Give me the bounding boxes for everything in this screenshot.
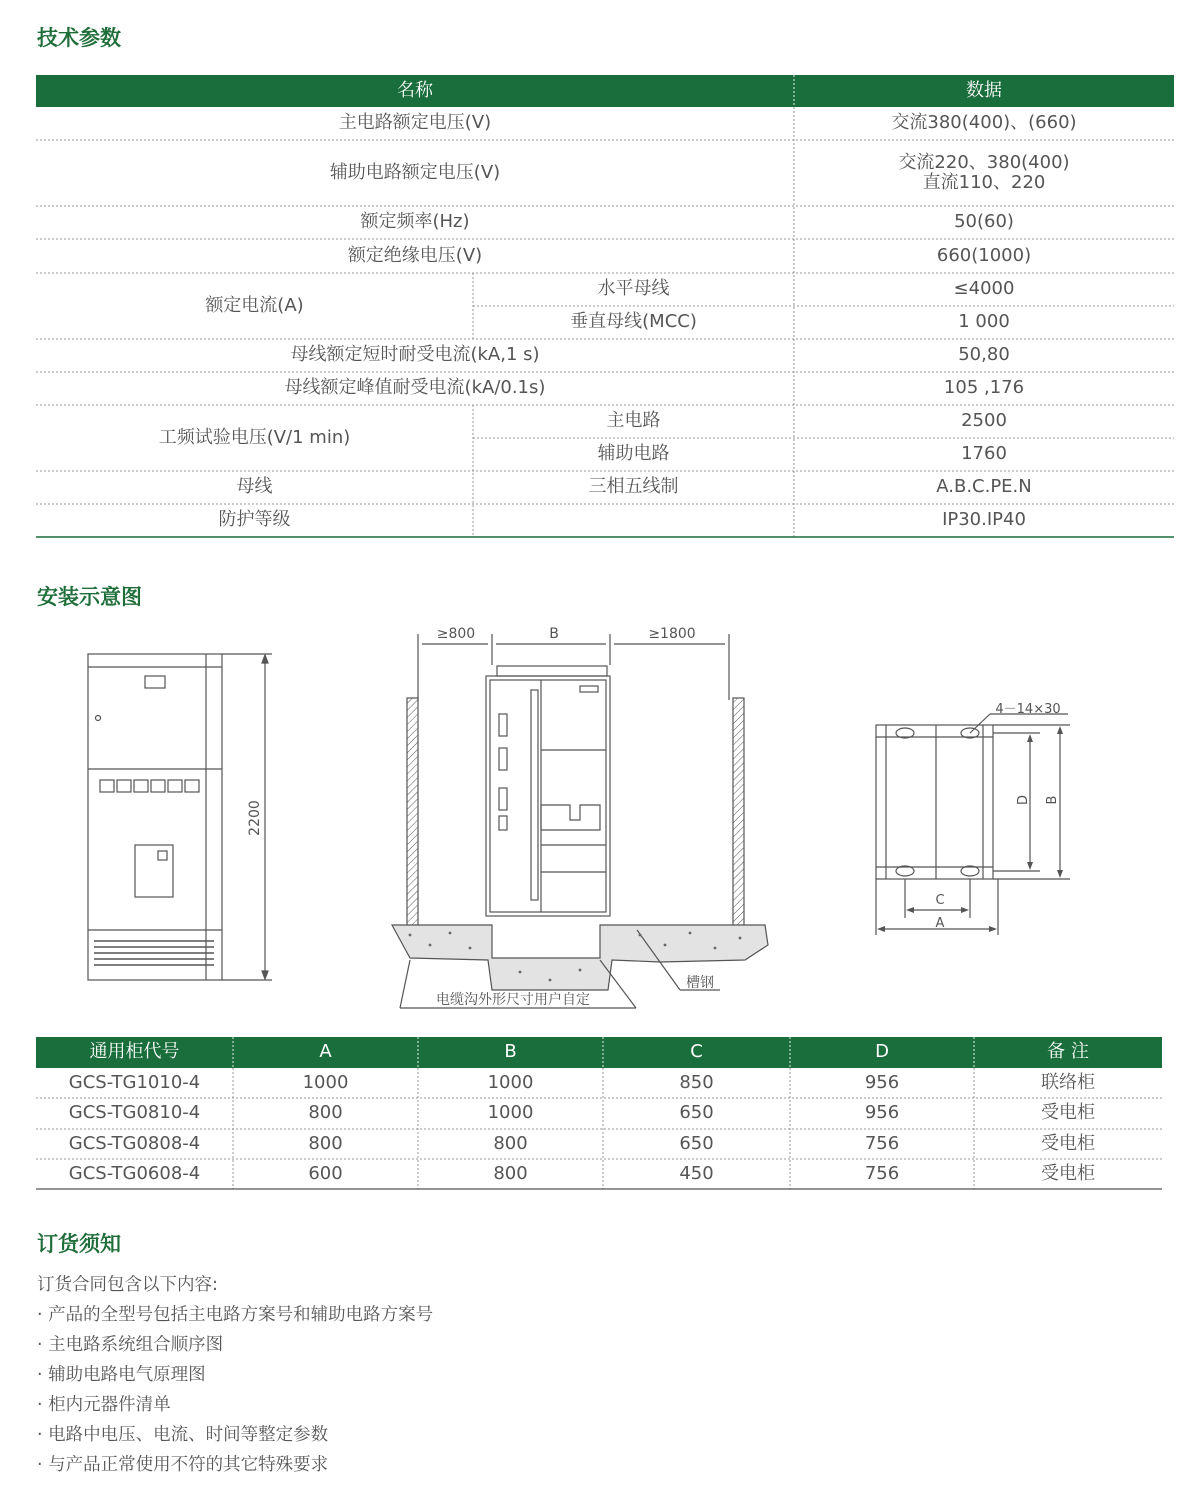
cabinet-cell-b: 800 xyxy=(493,1132,528,1154)
cabinet-cell-c: 450 xyxy=(679,1162,714,1184)
installation-drawing xyxy=(0,615,1200,1020)
cabinet-cell-d: 756 xyxy=(864,1132,900,1154)
cabinet-cell-b: 1000 xyxy=(487,1071,534,1093)
cabinet-cell-c: 650 xyxy=(679,1102,714,1124)
spec-name-power-freq: 工频试验电压(V/1 min) xyxy=(158,426,351,448)
spec-table xyxy=(36,75,1174,538)
spec-value-aux-voltage-ac: 交流220、380(400) xyxy=(898,151,1070,173)
cabinet-cell-a: 800 xyxy=(308,1102,343,1124)
spec-name-aux-voltage: 辅助电路额定电压(V) xyxy=(329,161,501,183)
spec-sub-aux-circuit: 辅助电路 xyxy=(597,443,670,465)
spec-value-horizontal-bus: ≤4000 xyxy=(953,278,1015,300)
depth-d-label: D xyxy=(1016,794,1031,806)
spec-value-main-voltage: 交流380(400)、(660) xyxy=(891,112,1077,134)
cabinet-cell-code: GCS-TG0608-4 xyxy=(68,1162,201,1184)
cabinet-front-view xyxy=(88,654,272,980)
channel-steel-label: 槽钢 xyxy=(686,975,714,991)
spec-name-busbar: 母线 xyxy=(236,476,273,498)
cabinet-side-section xyxy=(392,634,768,1008)
spec-name-main-voltage: 主电路额定电压(V) xyxy=(338,112,492,134)
cabinet-cell-a: 600 xyxy=(308,1162,343,1184)
right-clearance-label: ≥1800 xyxy=(648,626,696,642)
spec-value-main-circuit: 2500 xyxy=(961,410,1007,432)
cabinet-cell-b: 800 xyxy=(493,1162,528,1184)
spec-value-aux-voltage-dc: 直流110、220 xyxy=(922,171,1046,193)
spec-name-insulation: 额定绝缘电压(V) xyxy=(347,244,483,266)
install-diagram-title: 安装示意图 xyxy=(37,585,142,609)
spec-sub-horizontal-bus: 水平母线 xyxy=(597,278,670,300)
spec-value-busbar: A.B.C.PE.N xyxy=(936,476,1032,498)
left-clearance-label: ≥800 xyxy=(436,626,476,642)
cabinet-cell-a: 800 xyxy=(308,1132,343,1154)
cabinet-cell-b: 1000 xyxy=(487,1102,534,1124)
cabinet-cell-code: GCS-TG0810-4 xyxy=(68,1102,201,1124)
height-dimension-label: 2200 xyxy=(247,800,263,836)
cabinet-cell-c: 850 xyxy=(679,1071,714,1093)
spec-name-peak: 母线额定峰值耐受电流(kA/0.1s) xyxy=(284,377,546,399)
depth-b-label: B xyxy=(1045,795,1060,805)
cabinet-header-code: 通用柜代号 xyxy=(89,1041,180,1063)
cabinet-cell-d: 956 xyxy=(864,1102,900,1124)
cabinet-header-c: C xyxy=(690,1041,703,1063)
spec-sub-vertical-bus: 垂直母线(MCC) xyxy=(570,311,697,333)
order-note-item: · 柜内元器件清单 xyxy=(37,1395,171,1415)
order-notes-title: 订货须知 xyxy=(37,1232,121,1256)
cabinet-header-remark: 备 注 xyxy=(1047,1041,1089,1063)
order-notes-intro: 订货合同包含以下内容: xyxy=(37,1275,218,1295)
cable-trench-label: 电缆沟外形尺寸用户自定 xyxy=(436,992,590,1008)
cabinet-cell-c: 650 xyxy=(679,1132,714,1154)
width-b-label: B xyxy=(549,626,559,642)
spec-header-value: 数据 xyxy=(966,79,1002,101)
cabinet-cell-remark: 受电柜 xyxy=(1041,1162,1095,1184)
cabinet-base-plan xyxy=(876,714,1070,935)
spec-name-rated-current: 额定电流(A) xyxy=(205,294,304,316)
spec-sub-main-circuit: 主电路 xyxy=(606,410,661,432)
order-note-item: · 产品的全型号包括主电路方案号和辅助电路方案号 xyxy=(37,1305,434,1325)
cabinet-header-d: D xyxy=(875,1041,889,1063)
spec-value-short-time: 50,80 xyxy=(958,344,1010,366)
cabinet-cell-remark: 联络柜 xyxy=(1041,1071,1095,1093)
cabinet-cell-remark: 受电柜 xyxy=(1041,1102,1095,1124)
cabinet-header-a: A xyxy=(319,1041,332,1063)
spec-value-insulation: 660(1000) xyxy=(936,244,1032,266)
tech-params-title: 技术参数 xyxy=(37,26,121,50)
cabinet-cell-d: 756 xyxy=(864,1162,900,1184)
mounting-holes-label: 4－14×30 xyxy=(995,702,1061,717)
spacing-c-label: C xyxy=(935,893,945,908)
spec-value-frequency: 50(60) xyxy=(954,211,1014,233)
spec-value-vertical-bus: 1 000 xyxy=(958,311,1010,333)
order-note-item: · 主电路系统组合顺序图 xyxy=(37,1335,224,1355)
cabinet-cell-d: 956 xyxy=(864,1071,900,1093)
cabinet-cell-code: GCS-TG1010-4 xyxy=(68,1071,201,1093)
spec-header-name: 名称 xyxy=(397,79,433,101)
order-note-item: · 电路中电压、电流、时间等整定参数 xyxy=(37,1425,329,1445)
cabinet-cell-a: 1000 xyxy=(302,1071,349,1093)
spec-name-protection: 防护等级 xyxy=(218,509,291,531)
cabinet-header-b: B xyxy=(504,1041,517,1063)
cabinet-cell-remark: 受电柜 xyxy=(1041,1132,1095,1154)
spec-value-protection: IP30.IP40 xyxy=(942,509,1026,531)
installation-diagram xyxy=(0,615,1200,1020)
cabinet-cell-code: GCS-TG0808-4 xyxy=(68,1132,201,1154)
order-note-item: · 辅助电路电气原理图 xyxy=(37,1365,206,1385)
order-note-item: · 与产品正常使用不符的其它特殊要求 xyxy=(37,1455,329,1475)
spec-value-peak: 105 ,176 xyxy=(943,377,1025,399)
cabinet-dimension-table xyxy=(36,1037,1162,1193)
spec-name-frequency: 额定频率(Hz) xyxy=(360,211,470,233)
spec-value-aux-circuit: 1760 xyxy=(961,443,1007,465)
width-a-label: A xyxy=(935,916,945,931)
order-notes xyxy=(37,1270,433,1480)
spec-sub-busbar: 三相五线制 xyxy=(588,476,679,498)
spec-name-short-time: 母线额定短时耐受电流(kA,1 s) xyxy=(290,344,540,366)
